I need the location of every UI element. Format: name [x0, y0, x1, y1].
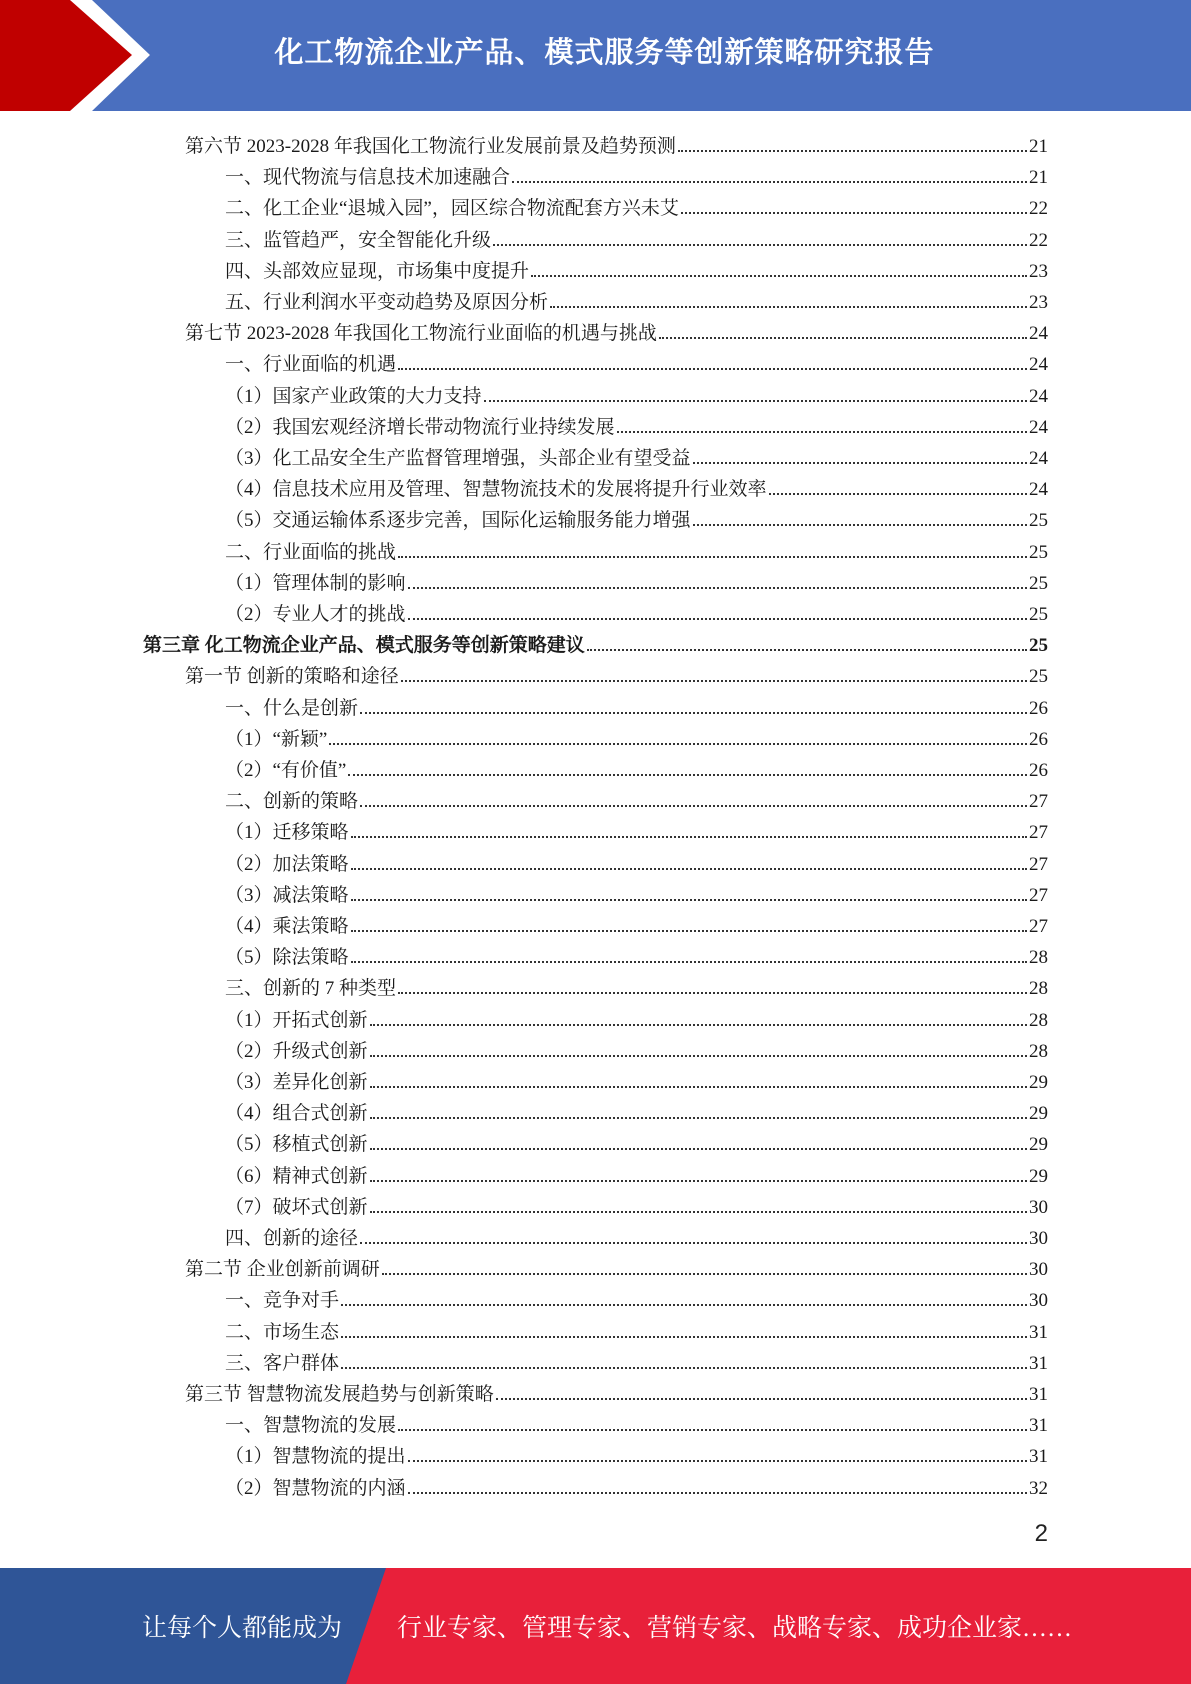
toc-entry-title: 一、现代物流与信息技术加速融合 — [225, 167, 511, 188]
toc-entry-title: 二、化工企业“退城入园”，园区综合物流配套方兴未艾 — [225, 198, 679, 219]
toc-entry-title: 二、市场生态 — [225, 1322, 340, 1343]
toc-leader-dots — [351, 960, 1027, 963]
toc-entry-page: 27 — [1029, 885, 1048, 906]
toc-entry-page: 25 — [1029, 510, 1048, 531]
toc-entry-page: 30 — [1029, 1259, 1048, 1280]
toc-entry[interactable] — [225, 252, 1048, 283]
toc-leader-dots — [351, 835, 1027, 838]
toc-entry-title: 一、智慧物流的发展 — [225, 1415, 397, 1436]
toc-entry[interactable] — [225, 1406, 1048, 1437]
toc-entry-page: 27 — [1029, 791, 1048, 812]
toc-entry-page: 29 — [1029, 1134, 1048, 1155]
toc-leader-dots — [341, 1303, 1027, 1306]
toc-entry-page: 31 — [1029, 1446, 1048, 1467]
toc-leader-dots — [496, 1397, 1027, 1400]
toc-entry-title: 第一节 创新的策略和途径 — [185, 666, 399, 687]
toc-entry[interactable] — [225, 345, 1048, 376]
toc-leader-dots — [382, 1272, 1027, 1275]
toc-leader-dots — [587, 648, 1027, 651]
toc-leader-dots — [484, 399, 1027, 402]
toc-entry-page: 30 — [1029, 1197, 1048, 1218]
toc-entry-page: 28 — [1029, 978, 1048, 999]
toc-entry-title: （1）迁移策略 — [225, 822, 349, 843]
toc-entry-title: 五、行业利润水平变动趋势及原因分析 — [225, 292, 549, 313]
toc-entry[interactable] — [225, 501, 1048, 532]
toc-leader-dots — [370, 1023, 1027, 1026]
toc-entry[interactable] — [185, 657, 1048, 688]
toc-leader-dots — [351, 898, 1027, 901]
toc-entry-page: 26 — [1029, 760, 1048, 781]
toc-leader-dots — [370, 1210, 1027, 1213]
toc-leader-dots — [408, 1459, 1027, 1462]
toc-entry-page: 23 — [1029, 292, 1048, 313]
toc-entry[interactable] — [225, 1157, 1048, 1188]
toc-leader-dots — [408, 1491, 1027, 1494]
toc-leader-dots — [351, 929, 1027, 932]
toc-entry-title: 二、创新的策略 — [225, 791, 359, 812]
toc-leader-dots — [370, 1085, 1027, 1088]
toc-entry-title: （5）除法策略 — [225, 947, 349, 968]
toc-entry[interactable] — [185, 314, 1048, 345]
toc-leader-dots — [693, 523, 1027, 526]
toc-entry-page: 25 — [1029, 666, 1048, 687]
toc-entry-page: 24 — [1029, 479, 1048, 500]
toc-entry-page: 26 — [1029, 698, 1048, 719]
toc-entry[interactable] — [225, 969, 1048, 1000]
toc-entry[interactable] — [225, 1032, 1048, 1063]
toc-entry-title: 三、监管趋严，安全智能化升级 — [225, 230, 492, 251]
toc-entry-page: 24 — [1029, 417, 1048, 438]
toc-entry-title: 第三节 智慧物流发展趋势与创新策略 — [185, 1384, 494, 1405]
toc-entry-title: 第二节 企业创新前调研 — [185, 1259, 380, 1280]
toc-entry[interactable] — [225, 1063, 1048, 1094]
toc-entry[interactable] — [225, 1469, 1048, 1500]
page-footer — [0, 1568, 1191, 1684]
toc-entry[interactable] — [185, 127, 1048, 158]
toc-entry-title: 三、创新的 7 种类型 — [225, 978, 397, 999]
toc-entry-page: 31 — [1029, 1322, 1048, 1343]
toc-leader-dots — [370, 1147, 1027, 1150]
toc-entry[interactable] — [225, 720, 1048, 751]
toc-entry[interactable] — [225, 1313, 1048, 1344]
toc-entry[interactable] — [225, 158, 1048, 189]
toc-entry-title: （5）移植式创新 — [225, 1134, 368, 1155]
toc-leader-dots — [681, 211, 1027, 214]
toc-entry[interactable] — [225, 1344, 1048, 1375]
toc-entry-page: 29 — [1029, 1072, 1048, 1093]
toc-entry[interactable] — [225, 439, 1048, 470]
toc-entry-page: 21 — [1029, 167, 1048, 188]
toc-entry-page: 25 — [1029, 604, 1048, 625]
toc-entry[interactable] — [225, 1094, 1048, 1125]
toc-entry-page: 22 — [1029, 230, 1048, 251]
toc-entry-title: （1）智慧物流的提出 — [225, 1446, 406, 1467]
toc-leader-dots — [693, 461, 1027, 464]
toc-entry-page: 24 — [1029, 448, 1048, 469]
toc-entry-page: 25 — [1029, 542, 1048, 563]
toc-entry[interactable] — [225, 408, 1048, 439]
toc-leader-dots — [398, 367, 1027, 370]
toc-entry-title: （1）“新颖” — [225, 729, 328, 750]
toc-entry[interactable] — [225, 470, 1048, 501]
toc-entry[interactable] — [225, 845, 1048, 876]
toc-entry[interactable] — [225, 751, 1048, 782]
toc-entry-title: 四、创新的途径 — [225, 1228, 359, 1249]
toc-leader-dots — [341, 1366, 1027, 1369]
toc-entry[interactable] — [225, 1437, 1048, 1468]
toc-entry[interactable] — [225, 1188, 1048, 1219]
toc-entry-page: 27 — [1029, 854, 1048, 875]
toc-entry-title: （2）“有价值” — [225, 760, 347, 781]
toc-entry[interactable] — [225, 1281, 1048, 1312]
toc-entry-page: 30 — [1029, 1290, 1048, 1311]
toc-entry-page: 27 — [1029, 822, 1048, 843]
toc-entry[interactable] — [185, 1250, 1048, 1281]
toc-entry[interactable] — [225, 938, 1048, 969]
toc-entry[interactable] — [225, 1125, 1048, 1156]
toc-leader-dots — [370, 1179, 1027, 1182]
toc-entry[interactable] — [185, 1375, 1048, 1406]
toc-entry-page: 24 — [1029, 323, 1048, 344]
toc-leader-dots — [341, 1335, 1027, 1338]
toc-leader-dots — [360, 804, 1027, 807]
toc-entry-title: （1）国家产业政策的大力支持 — [225, 386, 482, 407]
toc-entry[interactable] — [225, 1001, 1048, 1032]
toc-entry-title: （3）化工品安全生产监督管理增强，头部企业有望受益 — [225, 448, 691, 469]
toc-entry-title: （2）升级式创新 — [225, 1041, 368, 1062]
toc-leader-dots — [398, 555, 1027, 558]
toc-entry-title: （1）开拓式创新 — [225, 1010, 368, 1031]
toc-entry-title: 一、竞争对手 — [225, 1290, 340, 1311]
toc-entry-page: 31 — [1029, 1353, 1048, 1374]
toc-leader-dots — [512, 180, 1027, 183]
toc-leader-dots — [659, 336, 1027, 339]
toc-entry-page: 25 — [1029, 635, 1048, 656]
toc-entry-page: 28 — [1029, 947, 1048, 968]
toc-entry[interactable] — [225, 595, 1048, 626]
toc-entry-page: 23 — [1029, 261, 1048, 282]
toc-entry-title: 第六节 2023-2028 年我国化工物流行业发展前景及趋势预测 — [185, 136, 676, 157]
toc-leader-dots — [360, 711, 1027, 714]
toc-leader-dots — [617, 430, 1027, 433]
toc-entry-title: （2）专业人才的挑战 — [225, 604, 406, 625]
toc-entry-title: （4）乘法策略 — [225, 916, 349, 937]
toc-entry-title: （3）差异化创新 — [225, 1072, 368, 1093]
toc-leader-dots — [360, 1241, 1027, 1244]
toc-entry-page: 25 — [1029, 573, 1048, 594]
toc-entry-title: （2）我国宏观经济增长带动物流行业持续发展 — [225, 417, 615, 438]
toc-entry-page: 24 — [1029, 354, 1048, 375]
toc-entry-title: （1）管理体制的影响 — [225, 573, 406, 594]
toc-leader-dots — [401, 679, 1027, 682]
toc-chapter-entry[interactable] — [143, 626, 1048, 657]
toc-entry-title: （7）破坏式创新 — [225, 1197, 368, 1218]
toc-entry[interactable] — [225, 813, 1048, 844]
toc-leader-dots — [398, 1428, 1027, 1431]
toc-entry[interactable] — [225, 876, 1048, 907]
toc-entry-title: 一、行业面临的机遇 — [225, 354, 397, 375]
toc-entry-title: （2）智慧物流的内涵 — [225, 1478, 406, 1499]
toc-entry-title: （4）组合式创新 — [225, 1103, 368, 1124]
toc-entry-page: 26 — [1029, 729, 1048, 750]
toc-leader-dots — [550, 305, 1027, 308]
toc-entry[interactable] — [225, 221, 1048, 252]
toc-entry-title: （6）精神式创新 — [225, 1166, 368, 1187]
toc-entry-title: 二、行业面临的挑战 — [225, 542, 397, 563]
footer-slogan-right: 行业专家、管理专家、营销专家、战略专家、成功企业家…… — [397, 1615, 1073, 1642]
footer-slogan-left: 让每个人都能成为 — [142, 1615, 343, 1642]
toc-leader-dots — [408, 617, 1027, 620]
toc-entry[interactable] — [225, 533, 1048, 564]
toc-leader-dots — [351, 867, 1027, 870]
toc-entry[interactable] — [225, 1219, 1048, 1250]
toc-entry[interactable] — [225, 689, 1048, 720]
toc-entry-page: 29 — [1029, 1166, 1048, 1187]
toc-leader-dots — [769, 492, 1027, 495]
toc-entry[interactable] — [225, 782, 1048, 813]
toc-entry-title: （3）减法策略 — [225, 885, 349, 906]
toc-entry-title: 四、头部效应显现，市场集中度提升 — [225, 261, 530, 282]
toc-entry[interactable] — [225, 377, 1048, 408]
toc-leader-dots — [348, 773, 1027, 776]
toc-leader-dots — [493, 243, 1027, 246]
toc-entry-page: 24 — [1029, 386, 1048, 407]
toc-entry-page: 21 — [1029, 136, 1048, 157]
toc-entry-page: 22 — [1029, 198, 1048, 219]
toc-entry-page: 30 — [1029, 1228, 1048, 1249]
toc-leader-dots — [678, 149, 1027, 152]
toc-leader-dots — [370, 1116, 1027, 1119]
toc-entry-page: 31 — [1029, 1384, 1048, 1405]
toc-leader-dots — [329, 742, 1027, 745]
toc-entry-page: 31 — [1029, 1415, 1048, 1436]
toc-entry-title: （2）加法策略 — [225, 854, 349, 875]
toc-entry-page: 28 — [1029, 1010, 1048, 1031]
page-header — [0, 0, 1191, 111]
toc-entry[interactable] — [225, 907, 1048, 938]
toc-entry-page: 29 — [1029, 1103, 1048, 1124]
toc-entry-title: 三、客户群体 — [225, 1353, 340, 1374]
page-number: 2 — [1034, 1520, 1048, 1547]
toc-entry-page: 27 — [1029, 916, 1048, 937]
toc-entry-title: 第七节 2023-2028 年我国化工物流行业面临的机遇与挑战 — [185, 323, 657, 344]
toc-entry-title: 第三章 化工物流企业产品、模式服务等创新策略建议 — [143, 635, 585, 656]
toc-entry[interactable] — [225, 564, 1048, 595]
toc-entry-title: （5）交通运输体系逐步完善，国际化运输服务能力增强 — [225, 510, 691, 531]
toc-entry-title: 一、什么是创新 — [225, 698, 359, 719]
toc-leader-dots — [370, 1054, 1027, 1057]
toc-leader-dots — [408, 586, 1027, 589]
toc-leader-dots — [398, 991, 1027, 994]
toc-entry[interactable] — [225, 189, 1048, 220]
toc-entry[interactable] — [225, 283, 1048, 314]
toc-entry-title: （4）信息技术应用及管理、智慧物流技术的发展将提升行业效率 — [225, 479, 767, 500]
toc-entry-page: 28 — [1029, 1041, 1048, 1062]
report-title: 化工物流企业产品、模式服务等创新策略研究报告 — [274, 34, 935, 69]
toc-entry-page: 32 — [1029, 1478, 1048, 1499]
toc-leader-dots — [531, 274, 1027, 277]
